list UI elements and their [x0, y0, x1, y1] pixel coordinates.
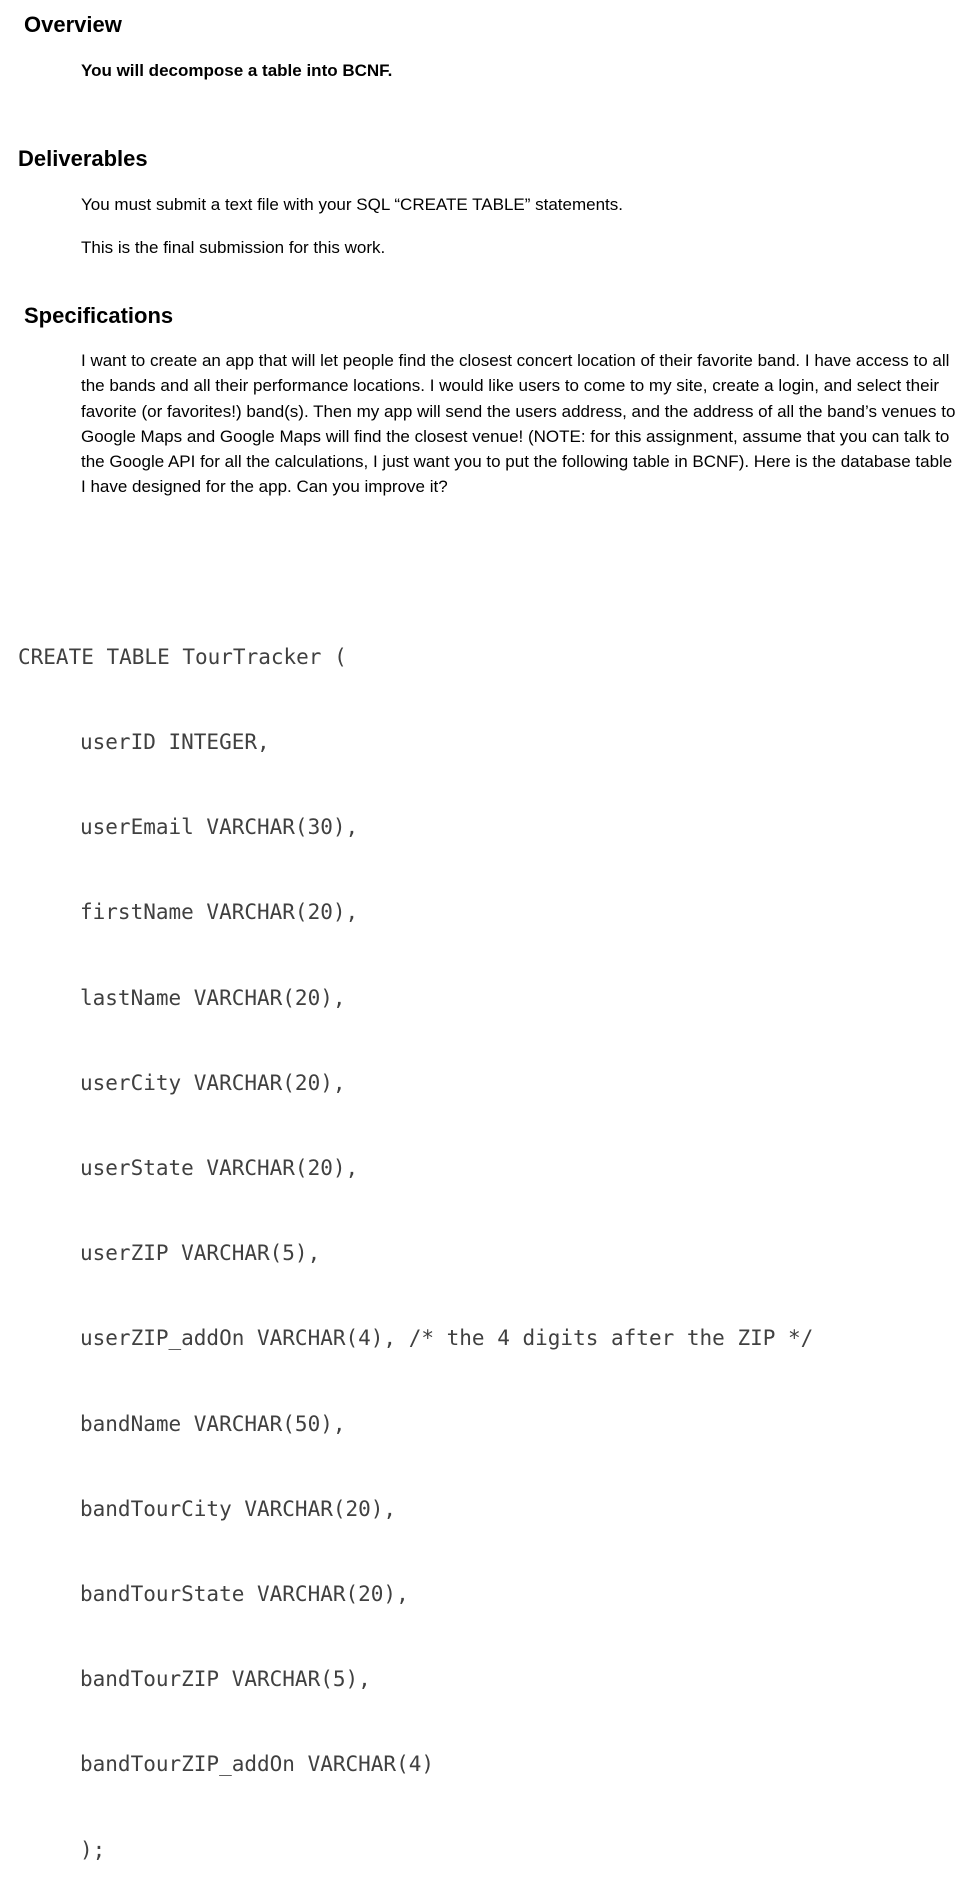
specifications-paragraph: I want to create an app that will let people find the closest concert location of their favorite band. I have access to all the bands and all their performance locations. I would like users to come to my site, create a login, and select their favorite (or favorites!) band(s). Then my app will send the users address, and the address of all the band’s venues to Google Maps and Google Maps will find the closest venue! (NOTE: for this assignment, assume that you can talk to the Google API for all the calculations, I just want you to put the following table in BCNF). Here is the database table I have designed for the app. Can you improve it?	[81, 351, 956, 497]
sql-column-line: lastName VARCHAR(20),	[80, 985, 346, 1010]
overview-text: You will decompose a table into BCNF.	[81, 61, 393, 80]
sql-column-line: userState VARCHAR(20),	[80, 1156, 359, 1181]
sql-column-line: bandTourZIP_addOn VARCHAR(4)	[80, 1752, 435, 1777]
sql-create-table-line: CREATE TABLE TourTracker (	[18, 644, 347, 669]
sql-column-line: userEmail VARCHAR(30),	[80, 815, 359, 840]
deliverables-item-submit: You must submit a text file with your SQL “CREATE TABLE” statements.	[81, 195, 623, 214]
sql-code-block	[18, 586, 813, 1892]
sql-column-line: userID INTEGER,	[80, 730, 270, 755]
sql-column-line: firstName VARCHAR(20),	[80, 900, 359, 925]
sql-column-line: bandTourZIP VARCHAR(5),	[80, 1667, 371, 1692]
sql-column-line: bandTourState VARCHAR(20),	[80, 1582, 409, 1607]
deliverables-heading: Deliverables	[18, 146, 148, 171]
sql-column-line: userZIP VARCHAR(5),	[80, 1241, 321, 1266]
sql-column-line: bandTourCity VARCHAR(20),	[80, 1496, 397, 1521]
deliverables-item-final: This is the final submission for this work.	[81, 238, 386, 257]
sql-column-line: userCity VARCHAR(20),	[80, 1070, 346, 1095]
overview-heading: Overview	[24, 12, 122, 37]
specifications-heading: Specifications	[24, 303, 174, 328]
sql-column-line: bandName VARCHAR(50),	[80, 1411, 346, 1436]
sql-column-line: userZIP_addOn VARCHAR(4), /* the 4 digits after the ZIP */	[80, 1326, 814, 1351]
sql-closing-line: );	[80, 1837, 106, 1862]
